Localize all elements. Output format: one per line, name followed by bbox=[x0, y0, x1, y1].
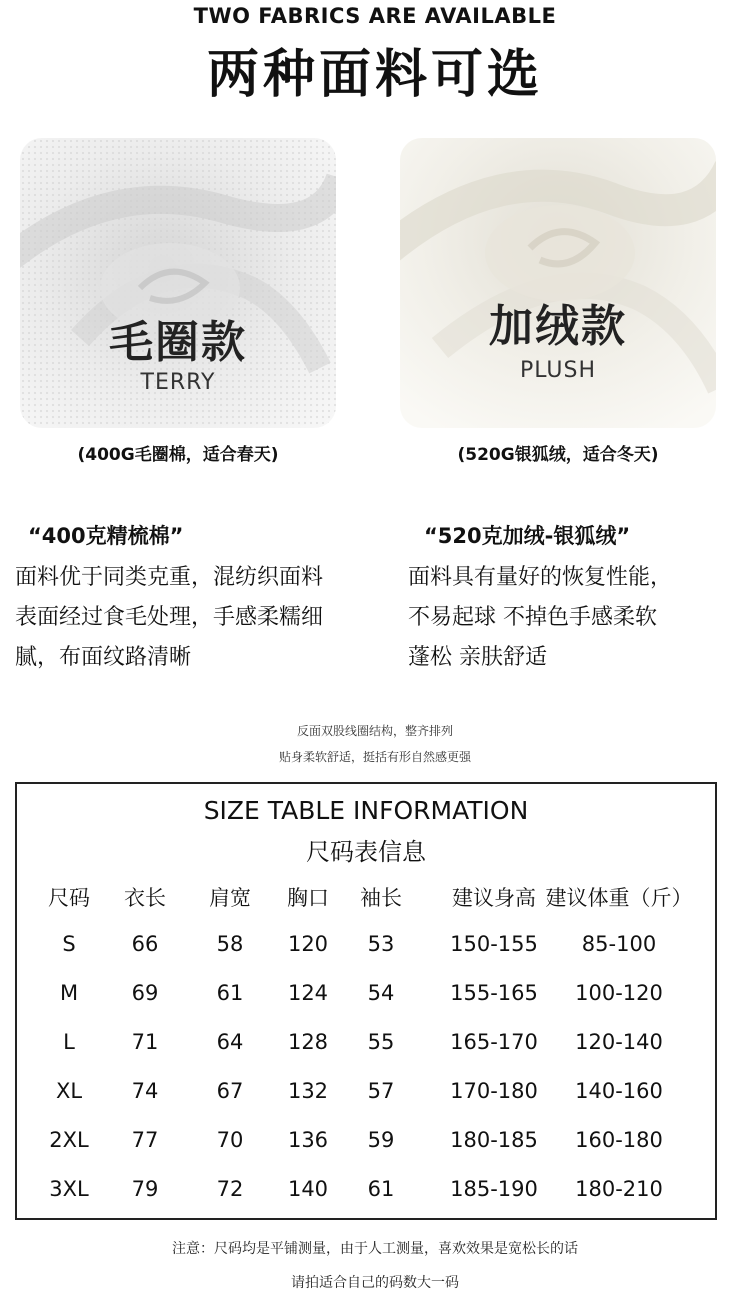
size-table-cell: M bbox=[59, 981, 79, 1005]
size-table-cell: 140 bbox=[287, 1177, 329, 1201]
size-table-cell: 170-180 bbox=[450, 1079, 538, 1103]
size-table-cell: 79 bbox=[131, 1177, 159, 1201]
size-table-cell: 71 bbox=[131, 1030, 159, 1054]
size-table-cell: 132 bbox=[287, 1079, 329, 1103]
size-table-cell: 2XL bbox=[49, 1128, 89, 1152]
size-table-cell: 57 bbox=[367, 1079, 395, 1103]
size-table-cell: 70 bbox=[216, 1128, 244, 1152]
size-table-header-cell: 胸口 bbox=[287, 886, 329, 910]
size-table-cell: 180-185 bbox=[450, 1128, 538, 1152]
size-table-cell: 69 bbox=[131, 981, 159, 1005]
chinese-title: 两种面料可选 bbox=[206, 45, 543, 105]
terry-caption: (400G毛圈棉，适合春天) bbox=[77, 445, 279, 465]
plush-description-line: 蓬松 亲肤舒适 bbox=[408, 645, 547, 670]
size-table-cell: 54 bbox=[367, 981, 395, 1005]
size-table-cell: 165-170 bbox=[450, 1030, 538, 1054]
plush-fabric-image bbox=[400, 138, 716, 428]
size-table-cell: 85-100 bbox=[581, 932, 657, 956]
size-table-cell: 59 bbox=[367, 1128, 395, 1152]
plush-description-line: 面料具有量好的恢复性能， bbox=[408, 565, 673, 590]
terry-fabric-swatch bbox=[20, 138, 336, 428]
size-table-cell: S bbox=[62, 932, 76, 956]
size-table-header-cell: 建议身高 bbox=[452, 886, 536, 910]
size-table-header-cell: 衣长 bbox=[124, 886, 166, 910]
terry-description-line: 表面经过食毛处理，手感柔糯细 bbox=[15, 605, 324, 630]
terry-subtitle: “400克精梳棉” bbox=[28, 524, 184, 548]
size-table-cell: 64 bbox=[216, 1030, 244, 1054]
size-table-cell: 140-160 bbox=[575, 1079, 663, 1103]
size-table-cell: 55 bbox=[367, 1030, 395, 1054]
size-table-title-en: SIZE TABLE INFORMATION bbox=[203, 796, 529, 825]
terry-description-line: 面料优于同类克重，混纺织面料 bbox=[15, 565, 324, 590]
size-table bbox=[15, 782, 717, 1220]
size-table-cell: 66 bbox=[131, 932, 159, 956]
size-table-cell: 155-165 bbox=[450, 981, 538, 1005]
plush-description bbox=[408, 558, 738, 678]
plush-swatch-label-cn: 加绒款 bbox=[489, 301, 627, 352]
size-table-cell: 124 bbox=[287, 981, 329, 1005]
terry-description bbox=[15, 558, 387, 678]
size-table-cell: 185-190 bbox=[450, 1177, 538, 1201]
plush-swatch-label-en: PLUSH bbox=[519, 358, 597, 383]
size-table-cell: 74 bbox=[131, 1079, 159, 1103]
size-table-cell: 120-140 bbox=[575, 1030, 663, 1054]
terry-description-line: 腻，布面纹路清晰 bbox=[15, 645, 192, 670]
size-table-cell: 72 bbox=[216, 1177, 244, 1201]
size-table-cell: XL bbox=[55, 1079, 83, 1103]
size-table-cell: 160-180 bbox=[575, 1128, 663, 1152]
size-table-cell: 53 bbox=[367, 932, 395, 956]
plush-subtitle: “520克加绒-银狐绒” bbox=[424, 524, 631, 548]
size-table-cell: 77 bbox=[131, 1128, 159, 1152]
footer-note-line: 注意：尺码均是平铺测量，由于人工测量，喜欢效果是宽松长的话 bbox=[172, 1241, 578, 1257]
structure-note-line: 贴身柔软舒适，挺括有形自然感更强 bbox=[278, 750, 471, 764]
size-table-title-cn: 尺码表信息 bbox=[306, 838, 426, 866]
structure-note-line: 反面双股线圈结构，整齐排列 bbox=[296, 724, 453, 738]
size-table-header-cell: 肩宽 bbox=[209, 886, 251, 910]
terry-swatch-label-cn: 毛圈款 bbox=[109, 317, 247, 368]
size-table-cell: 128 bbox=[287, 1030, 329, 1054]
size-table-header-cell: 尺码 bbox=[48, 886, 90, 910]
size-table-cell: 120 bbox=[287, 932, 329, 956]
size-table-cell: 67 bbox=[216, 1079, 244, 1103]
footer-note-line: 请拍适合自己的码数大一码 bbox=[291, 1275, 459, 1291]
size-table-header-cell: 建议体重（斤） bbox=[545, 886, 693, 910]
plush-fabric-swatch bbox=[400, 138, 716, 428]
size-table-cell: 150-155 bbox=[450, 932, 538, 956]
english-title: TWO FABRICS ARE AVAILABLE bbox=[193, 4, 557, 28]
size-table-cell: 100-120 bbox=[575, 981, 663, 1005]
size-table-cell: 61 bbox=[367, 1177, 395, 1201]
size-table-header-cell: 袖长 bbox=[360, 886, 402, 910]
size-table-cell: 3XL bbox=[49, 1177, 89, 1201]
plush-description-line: 不易起球 不掉色手感柔软 bbox=[408, 605, 657, 630]
size-table-cell: 61 bbox=[216, 981, 244, 1005]
size-table-cell: 180-210 bbox=[575, 1177, 663, 1201]
terry-swatch-label-en: TERRY bbox=[140, 370, 216, 395]
size-table-cell: 136 bbox=[287, 1128, 329, 1152]
size-table-cell: 58 bbox=[216, 932, 244, 956]
plush-caption: (520G银狐绒，适合冬天) bbox=[457, 445, 659, 465]
size-table-cell: L bbox=[63, 1030, 75, 1054]
